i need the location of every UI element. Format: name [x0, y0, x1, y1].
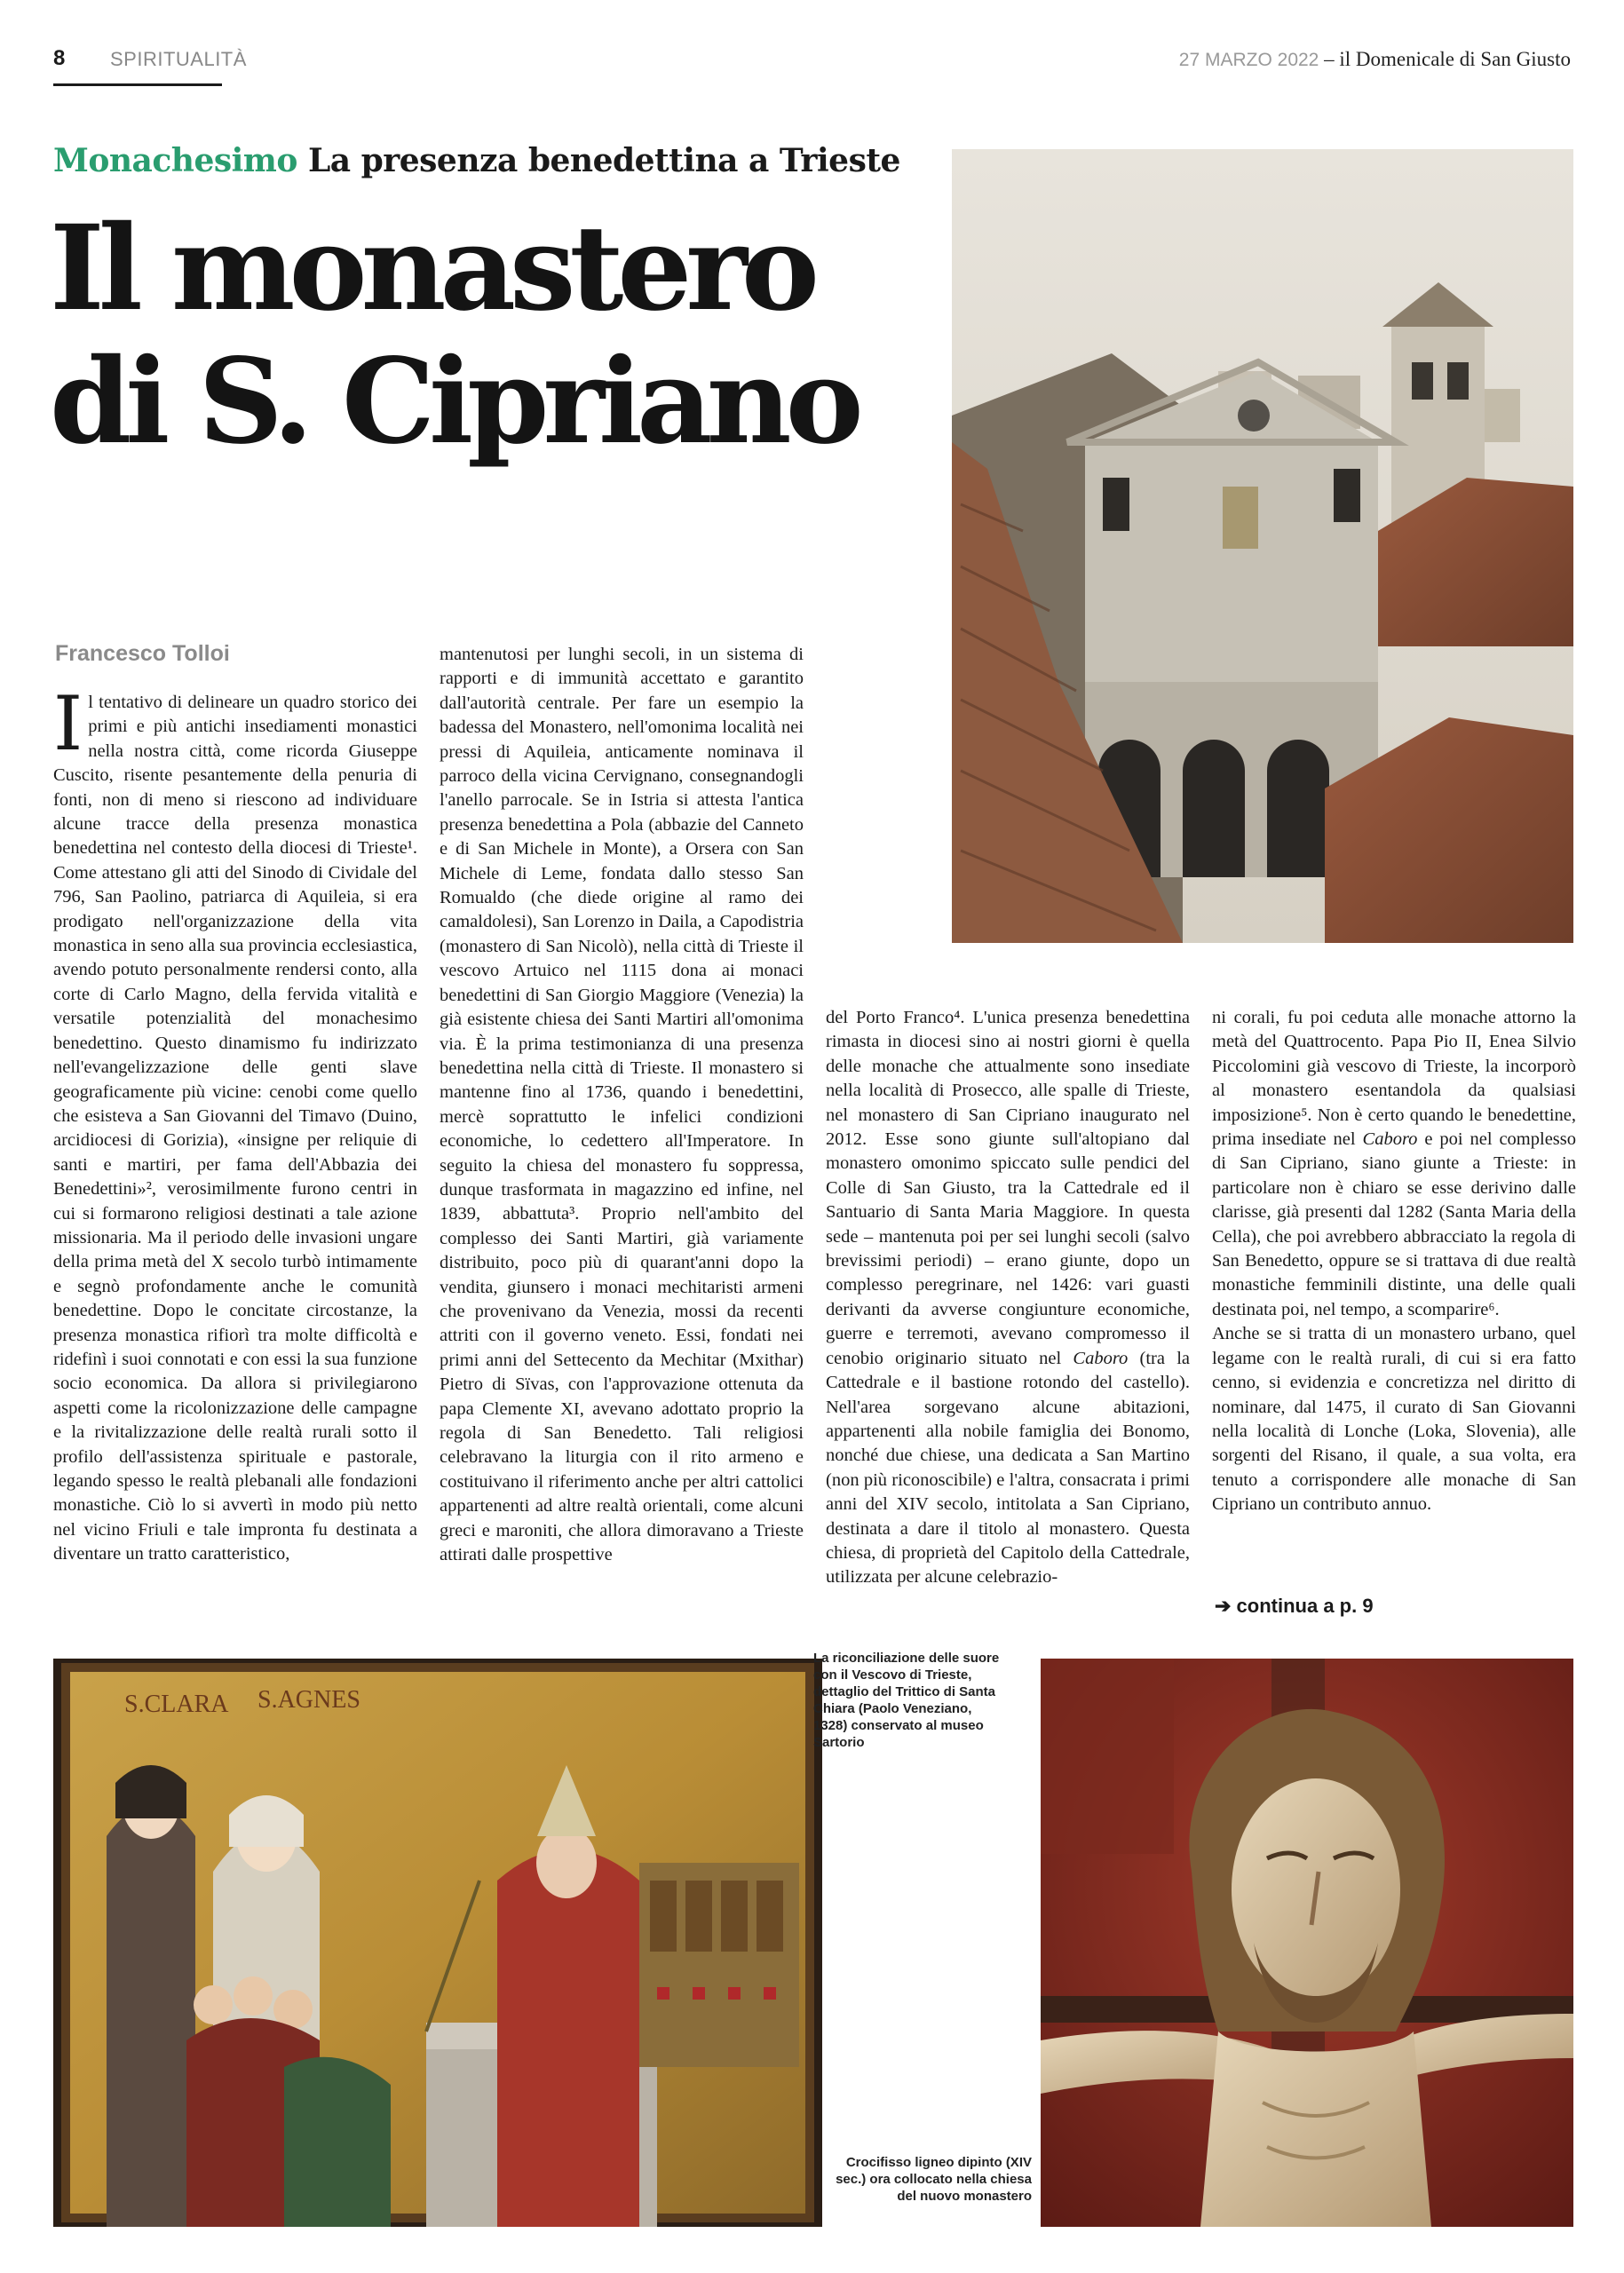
continue-text: continua a p. 9	[1231, 1595, 1374, 1617]
publication-name: il Domenicale di San Giusto	[1339, 48, 1571, 70]
column-3-italic: Caboro	[1073, 1348, 1129, 1368]
painting-caption: La riconciliazione delle suore con il Vescovo di Trieste, dettaglio del Trittico di Santa Chiara (Paolo Veneziano, 1328) conservato al museo Sartorio	[813, 1651, 1000, 1750]
article-column-3	[826, 1006, 1190, 1590]
column-4-text-a: ni corali, fu poi ceduta alle monache attorno la metà del Quattrocento. Papa Pio II, Enea Silvio Piccolomini già vescovo di Trieste, la incorporò al monastero esentandola da qualsiasi imposizione⁵. Non è certo quando le benedettine, prima insediate nel	[1212, 1008, 1576, 1150]
crucifix-photo	[1041, 1659, 1573, 2227]
column-4-text-b: e poi nel complesso di San Cipriano, siano giunte a Trieste: in particolare non è chiaro se esse derivino dalle clarisse, già presenti dal 1282 (Santa Maria della Cella), che poi avrebbero abbracciato la regola di San Benedetto, oppure se si trattava di due realtà monastiche femminili distinte, una delle quali destinata poi, nel tempo, a scomparire⁶.	[1212, 1129, 1576, 1319]
author-byline: Francesco Tolloi	[55, 641, 230, 666]
drop-cap: I	[53, 680, 83, 767]
continue-link[interactable]	[1215, 1595, 1374, 1618]
header-separator: –	[1319, 48, 1340, 70]
article-column-1	[53, 680, 417, 1567]
column-1-text: l tentativo di delineare un quadro storico dei primi e più antichi insediamenti monastici nella nostra città, come ricorda Giuseppe Cuscito, risente pesantemente della penuria di fonti, non di meno si riescono ad individuare alcune tracce della presenza monastica benedettina nel contesto della diocesi di Trieste¹. Come attestano gli atti del Sinodo di Cividale del 796, San Paolino, patriarca di Aquileia, si era prodigato nell'organizzazione della vita monastica in seno alla sua provincia ecclesiastica, avendo potuto personalmente rendersi conto, alla corte di Carlo Magno, della fervida vitalità e versatile potenzialità del monachesimo benedettino. Questo dinamismo fu indirizzato nell'evangelizzazione delle genti slave geograficamente più vicine: cenobi come quello che esisteva a San Giovanni del Timavo (Duino, arcidiocesi di Gorizia), «insigne per reliquie di santi e martiri, per fama dell'Abbazia dei Benedettini»², verosimilmente furono centri in cui si formarono religiosi destinati a tale azione missionaria. Ma il periodo delle invasioni ungare della prima metà del X secolo turbò intimamente e segnò profondamente anche le comunità benedettine. Dopo le concitate circostanze, la presenza monastica rifiorì tra molte difficoltà e ridefinì i suoi connotati e con essi la sua funzione socio economica. Da allora si privilegiarono aspetti come la ricolonizzazione delle campagne e la rivitalizzazione delle realtà rurali sotto il profilo dell'assistenza spirituale e pastorale, legando spesso le realtà plebanali alle fondazioni monastiche. Ciò lo si avvertì in modo più netto nel vicino Friuli e tale impronta fu destinata a diventare un tratto caratteristico,	[53, 693, 417, 1564]
painting-photo-icon	[53, 1659, 822, 2227]
arrow-right-icon: ➔	[1215, 1595, 1232, 1617]
painting-photo	[53, 1659, 822, 2227]
column-4-paragraph-2: Anche se si tratta di un monastero urbano, quel legame con le realtà rurali, di cui si era fatto cenno, si evidenzia e concretizza nel diritto di nominare, dal 1475, il curato di San Giovanni nella località di Lonche (Loka, Slovenia), alle sorgenti del Risano, il quale, a sua volta, era tenuto a corrispondere alle monache di San Cipriano un contributo annuo.	[1212, 1324, 1576, 1515]
kicker-topic: Monachesimo	[53, 142, 297, 179]
crucifix-caption: Crocifisso ligneo dipinto (XIV sec.) ora collocato nella chiesa del nuovo monastero	[836, 2155, 1032, 2204]
section-label: SPIRITUALITÀ	[110, 48, 247, 70]
article-kicker	[53, 142, 900, 179]
crucifix-photo-icon	[1041, 1659, 1573, 2227]
column-3-text-b: (tra la Cattedrale e il bastione rotondo del castello). Nell'area sorgevano alcune abitazioni, appartenenti alla nobile famiglia dei Bonomo, nonché due chiese, una dedicata a San Martino (non più riconoscibile) e l'altra, consacrata i primi anni del XIV secolo, intitolata a San Cipriano, destinata a dare il titolo al monastero. Questa chiesa, di proprietà del Capitolo della Cattedrale, utilizzata per alcune celebrazio-	[826, 1348, 1190, 1588]
church-photo-icon	[952, 149, 1573, 943]
article-title	[50, 202, 858, 469]
article-column-4	[1212, 1006, 1576, 1517]
column-3-text-a: del Porto Franco⁴. L'unica presenza benedettina rimasta in diocesi sino ai nostri giorni è quella delle monache che attualmente sono insediate nella località di Prosecco, alle spalle di Trieste, nel monastero di San Cipriano inaugurato nel 2012. Esse sono giunte sull'altopiano dal monastero omonimo spiccato sulle pendici del Colle di San Giusto, tra la Cattedrale ed il Santuario di Santa Maria Maggiore. In questa sede – mantenuta poi per sei lunghi secoli (salvo brevissimi periodi) – erano giunte, dopo un complesso peregrinare, nel 1426: vari guasti derivanti da avverse congiunture economiche, guerre e terremoti, avevano compromesso il cenobio originario situato nel	[826, 1008, 1190, 1368]
column-2-text: mantenutosi per lunghi secoli, in un sistema di rapporti e di immunità accettato e garantito dall'autorità centrale. Per fare un esempio la badessa del Monastero, nell'omonima località nei pressi di Aquileia, anticamente nominava il parroco della vicina Cervignano, consegnandogli l'anello parrocale. Se in Istria si attesta l'antica presenza benedettina a Pola (abbazie del Canneto e di San Michele in Monte), a Orsera con San Michele di Leme, fondata dallo stesso San Romualdo (che diede origine al ramo dei camaldolesi), San Lorenzo in Daila, a Capodistria (monastero di San Nicolò), nella città di Trieste il vescovo Artuico nel 1115 dona ai monaci benedettini di San Giorgio Maggiore (Venezia) la già esistente chiesa dei Santi Martiri all'omonima via. È la prima testimonianza di una presenza benedettina nella città di Trieste. Il monastero si mantenne fino al 1736, quando i benedettini, mercè soprattutto le infelici condizioni economiche, lo cedettero all'Imperatore. In seguito la chiesa del monastero fu soppressa, dunque trasformata in magazzino ed infine, nel 1839, abbattuta³. Proprio nell'ambito del complesso dei Santi Martiri, già variamente distribuito, poco più di quarant'anni dopo la vendita, giunsero i monaci mechitaristi armeni che provenivano da Venezia, mossi da recenti attriti con il governo veneto. Essi, fondati nei primi anni del Settecento da Mechitar (Mxithar) Pietro di Sïvas, con l'approvazione ottenuta da papa Clemente XI, avevano adottato proprio la regola di San Benedetto. Tali religiosi celebravano la liturgia con il rito armeno e costituivano il riferimento anche per altri cattolici appartenenti ad altre realtà orientali, come alcuni greci e maroniti, che allora dimoravano a Trieste attirati dalle prospettive	[440, 645, 804, 1565]
title-line-1: Il monastero	[50, 200, 813, 337]
header-publication	[1179, 48, 1571, 71]
header-rule	[53, 83, 222, 86]
church-photo	[952, 149, 1573, 943]
article-column-2	[440, 643, 804, 1567]
page-number: 8	[53, 46, 66, 70]
kicker-subtitle: La presenza benedettina a Trieste	[307, 142, 900, 179]
painting-inscription-left: S.CLARA	[124, 1691, 229, 1718]
title-line-2: di S. Cipriano	[50, 333, 858, 471]
painting-inscription-right: S.AGNES	[257, 1686, 360, 1714]
column-4-italic: Caboro	[1362, 1129, 1418, 1150]
issue-date: 27 MARZO 2022	[1178, 50, 1319, 70]
